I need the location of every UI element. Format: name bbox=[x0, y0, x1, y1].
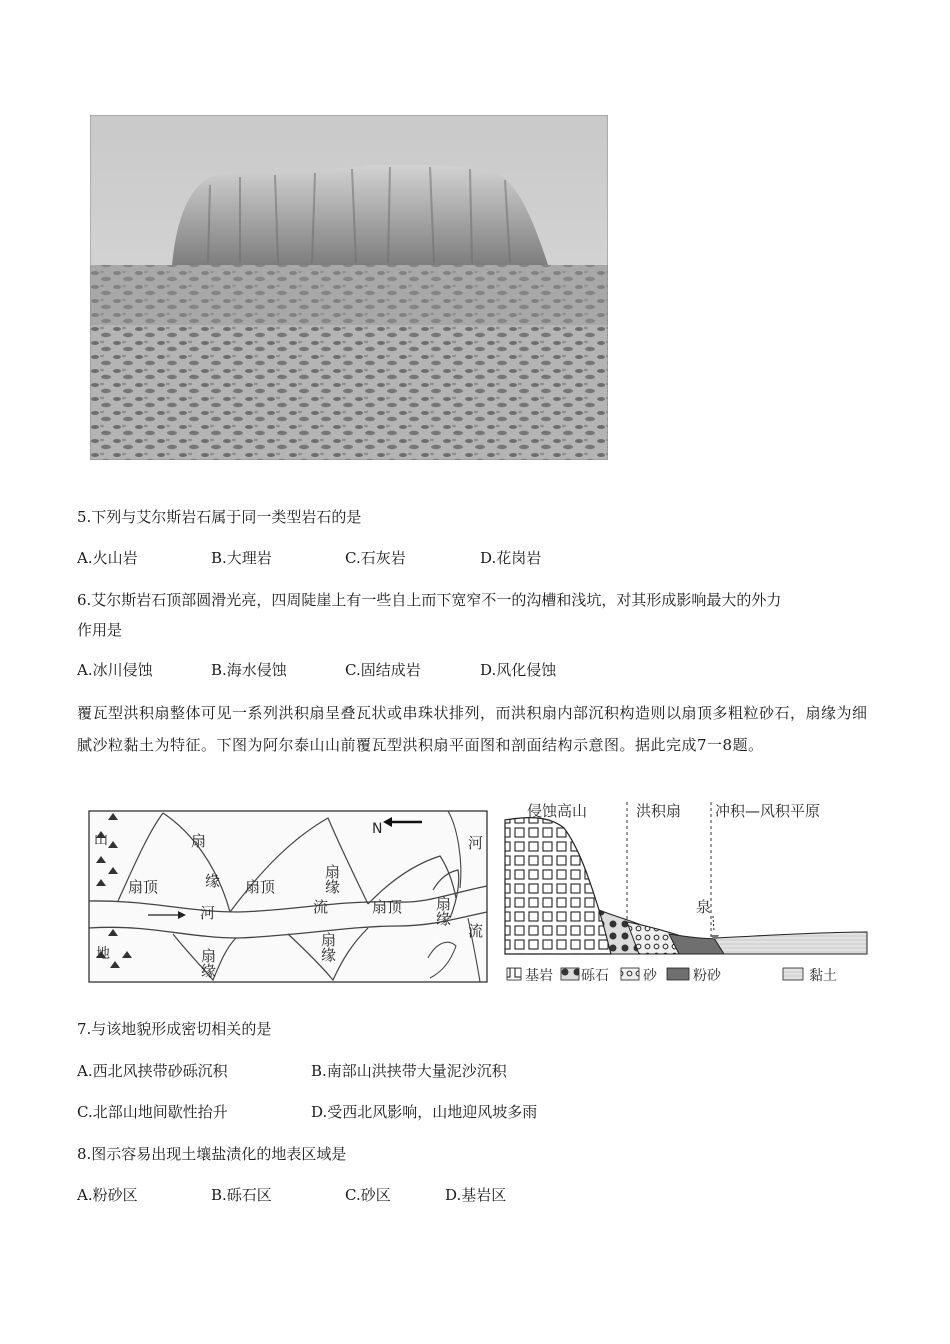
q5-option-d: D.花岗岩 bbox=[480, 549, 542, 567]
plan-label-fan-1: 扇 bbox=[191, 832, 207, 850]
plan-label-fan-top-2: 扇顶 bbox=[245, 878, 276, 896]
legend-bedrock: 基岩 bbox=[525, 968, 553, 984]
q8-option-a: A.粉砂区 bbox=[77, 1186, 138, 1204]
plan-map bbox=[88, 808, 490, 984]
legend-gravel: 砾石 bbox=[581, 968, 609, 984]
q5-option-b: B.大理岩 bbox=[211, 549, 272, 567]
zone-erosion-mountain: 侵蚀高山 bbox=[527, 802, 588, 820]
legend-sand: 砂 bbox=[643, 968, 657, 984]
plan-label-edge-1: 缘 bbox=[205, 872, 221, 890]
legend-gravel-swatch bbox=[561, 968, 579, 980]
q8-option-c: C.砂区 bbox=[345, 1186, 391, 1204]
plan-label-liu-right: 流 bbox=[468, 922, 484, 940]
q6-option-c: C.固结成岩 bbox=[345, 661, 421, 679]
zone-plain: 冲积—风积平原 bbox=[715, 802, 821, 820]
question-5-stem: 5.下列与艾尔斯岩石属于同一类型岩石的是 bbox=[77, 508, 362, 526]
q5-option-a: A.火山岩 bbox=[77, 549, 138, 567]
question-8-stem: 8.图示容易出现土壤盐渍化的地表区域是 bbox=[77, 1145, 347, 1163]
plan-label-he-right: 河 bbox=[468, 834, 484, 852]
q8-option-d: D.基岩区 bbox=[445, 1186, 507, 1204]
q7-option-c: C.北部山地间歇性抬升 bbox=[77, 1103, 228, 1121]
zone-alluvial-fan: 洪积扇 bbox=[636, 802, 682, 820]
question-6-stem-line1: 6.艾尔斯岩石顶部圆滑光亮，四周陡崖上有一些自上而下宽窄不一的沟槽和浅坑，对其形成影响最大的外力 bbox=[77, 591, 782, 609]
legend-silt: 粉砂 bbox=[693, 968, 721, 984]
plan-label-river-liu: 流 bbox=[313, 898, 329, 916]
q6-option-d: D.风化侵蚀 bbox=[480, 661, 557, 679]
profile-diagram bbox=[499, 798, 875, 988]
plan-label-fan-edge-4: 扇缘 bbox=[199, 948, 217, 978]
ayers-rock-photo bbox=[90, 115, 608, 460]
spring-label: 泉 bbox=[696, 898, 712, 916]
q7-option-d: D.受西北风影响，山地迎风坡多雨 bbox=[311, 1103, 538, 1121]
passage: 覆瓦型洪积扇整体可见一系列洪积扇呈叠瓦状或串珠状排列，而洪积扇内部沉积构造则以扇顶多粗粒砂石，扇缘为细腻沙粒黏土为特征。下图为阿尔泰山山前覆瓦型洪积扇平面图和剖面结构示意图。据此完成7一8题。 bbox=[77, 704, 868, 754]
question-6-stem-line2: 作用是 bbox=[77, 621, 123, 639]
plan-label-river-he: 河 bbox=[200, 904, 216, 922]
q7-option-b: B.南部山洪挟带大量泥沙沉积 bbox=[311, 1062, 507, 1080]
question-7-stem: 7.与该地貌形成密切相关的是 bbox=[77, 1020, 272, 1038]
legend-bedrock-swatch bbox=[507, 968, 521, 980]
legend-sand-swatch bbox=[621, 968, 639, 980]
q6-option-b: B.海水侵蚀 bbox=[211, 661, 287, 679]
q8-option-b: B.砾石区 bbox=[211, 1186, 272, 1204]
legend-clay-swatch bbox=[783, 968, 803, 980]
plan-label-mountain2: 地 bbox=[96, 946, 110, 962]
north-label: N bbox=[372, 821, 383, 837]
plan-label-fan-edge-3: 扇缘 bbox=[434, 896, 452, 926]
plan-label-fan-edge-5: 扇缘 bbox=[319, 932, 337, 962]
q7-option-a: A.西北风挟带砂砾沉积 bbox=[77, 1062, 228, 1080]
legend-clay: 黏土 bbox=[809, 968, 837, 984]
legend-silt-swatch bbox=[667, 968, 689, 980]
plan-label-fan-top-3: 扇顶 bbox=[372, 898, 403, 916]
plan-label-fan-edge-2: 扇缘 bbox=[323, 864, 341, 894]
plan-label-fan-top-1: 扇顶 bbox=[128, 878, 159, 896]
q5-option-c: C.石灰岩 bbox=[345, 549, 406, 567]
plan-label-mountain1: 山 bbox=[94, 832, 108, 848]
q6-option-a: A.冰川侵蚀 bbox=[77, 661, 153, 679]
